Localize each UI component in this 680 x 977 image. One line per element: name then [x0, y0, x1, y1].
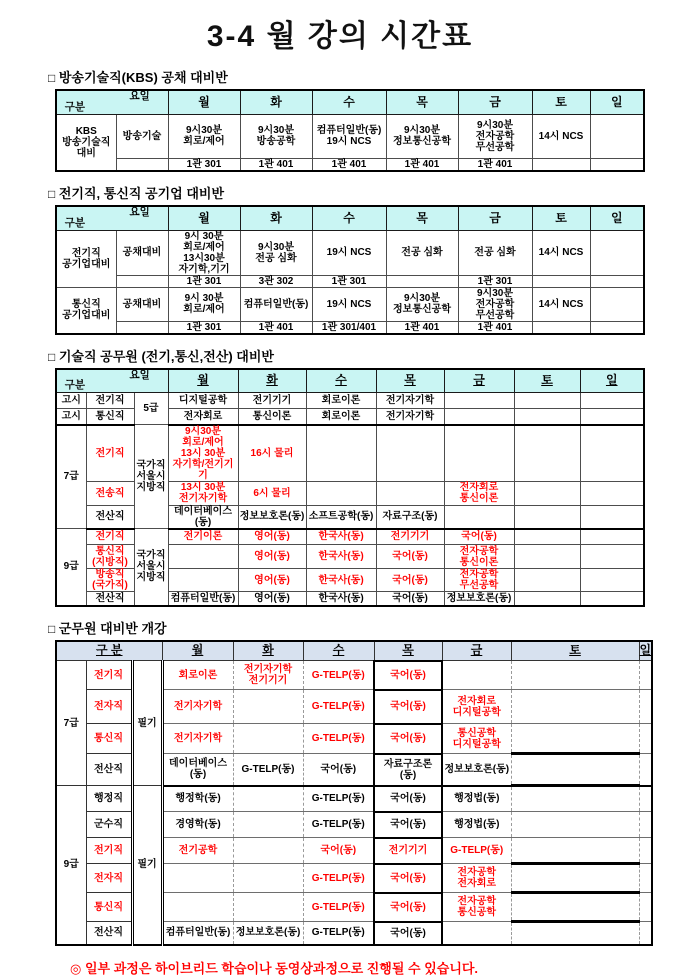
row-label: 고시	[56, 409, 86, 425]
schedule-cell: 국어(동)	[374, 724, 442, 754]
schedule-cell: 컴퓨터일반(동)	[162, 922, 233, 945]
schedule-cell: 9시30분 전공 심화	[240, 230, 312, 275]
schedule-cell	[511, 893, 639, 922]
row-label: 전송직	[86, 481, 134, 505]
room-cell: 1관 401	[458, 158, 532, 171]
row-label: 전자직	[86, 690, 132, 724]
schedule-cell	[511, 786, 639, 812]
room-cell	[590, 158, 644, 171]
day-header: 목	[386, 90, 458, 114]
schedule-cell: 전자회로 디지털공학	[442, 690, 511, 724]
schedule-cell: 전자공학 통신공학	[442, 893, 511, 922]
section-heading-text: 군무원 대비반 개강	[58, 620, 167, 636]
schedule-cell	[580, 529, 644, 545]
schedule-cell: 국어(동)	[374, 922, 442, 945]
schedule-cell: 한국사(동)	[306, 545, 376, 569]
schedule-cell: 13시 30분 전기자기학	[168, 481, 238, 505]
schedule-cell: 14시 NCS	[532, 114, 590, 158]
schedule-cell	[639, 690, 652, 724]
table-row	[56, 158, 644, 171]
section-heading-text: 방송기술직(KBS) 공채 대비반	[58, 70, 228, 85]
schedule-cell: 컴퓨터일반(동)	[168, 592, 238, 606]
schedule-cell: 9시30분 회로/제어	[168, 114, 240, 158]
room-cell	[532, 275, 590, 287]
day-header: 수	[312, 206, 386, 230]
schedule-cell: G-TELP(동)	[303, 661, 374, 690]
schedule-cell: G-TELP(동)	[303, 724, 374, 754]
row-label: 전산직	[86, 505, 134, 529]
schedule-cell	[639, 838, 652, 864]
table-row	[56, 529, 644, 545]
day-header: 월	[162, 641, 233, 661]
row-label: 국가직 서울시 지방직	[134, 425, 168, 529]
day-header: 일	[590, 90, 644, 114]
schedule-cell: 국어(동)	[374, 661, 442, 690]
schedule-cell	[514, 481, 580, 505]
schedule-cell: 한국사(동)	[306, 529, 376, 545]
schedule-cell	[444, 505, 514, 529]
schedule-cell: 전기자기학	[162, 724, 233, 754]
room-cell: 1관 401	[386, 321, 458, 334]
row-label: 국가직 서울시 지방직	[134, 529, 168, 606]
schedule-cell	[511, 864, 639, 893]
schedule-cell: 국어(동)	[376, 592, 444, 606]
kbs-timetable	[55, 89, 645, 172]
day-header: 일	[590, 206, 644, 230]
schedule-cell	[376, 425, 444, 482]
schedule-cell	[511, 690, 639, 724]
row-label	[116, 275, 168, 287]
schedule-cell: 9시30분 전자공학 무선공학	[458, 287, 532, 321]
schedule-cell	[590, 230, 644, 275]
corner-day-label: 요일	[129, 368, 150, 381]
schedule-cell: 정보보호론(동)	[442, 754, 511, 786]
square-bullet-icon: □	[48, 187, 56, 201]
day-header: 화	[240, 90, 312, 114]
schedule-cell: 전기공학	[162, 838, 233, 864]
schedule-cell: 9시30분 전자공학 무선공학	[458, 114, 532, 158]
schedule-cell: G-TELP(동)	[303, 690, 374, 724]
table-row	[56, 321, 644, 334]
day-header: 수	[312, 90, 386, 114]
square-bullet-icon: □	[48, 349, 56, 364]
schedule-cell	[590, 114, 644, 158]
schedule-cell: 국어(동)	[374, 786, 442, 812]
schedule-cell: 경영학(동)	[162, 812, 233, 838]
section-heading-civil-service	[48, 346, 680, 365]
room-cell	[590, 321, 644, 334]
row-label: 통신직 (지방직)	[86, 545, 134, 569]
schedule-cell: 전기자기학	[376, 409, 444, 425]
schedule-cell: 국어(동)	[303, 838, 374, 864]
schedule-cell: 행정법(동)	[442, 812, 511, 838]
schedule-cell: 통신이론	[238, 409, 306, 425]
row-label: 전기직 공기업대비	[56, 230, 116, 287]
day-header: 금	[442, 641, 511, 661]
schedule-cell	[580, 592, 644, 606]
schedule-cell: 전공 심화	[386, 230, 458, 275]
section-kbs	[48, 67, 680, 172]
schedule-cell: 9시30분 방송공학	[240, 114, 312, 158]
table-row	[56, 393, 644, 409]
row-label: 전산직	[86, 922, 132, 945]
schedule-cell: 디지털공학	[168, 393, 238, 409]
row-label: 전기직	[86, 661, 132, 690]
room-cell: 1관 301/401	[312, 321, 386, 334]
day-header: 토	[511, 641, 639, 661]
corner-day-label: 요일	[129, 90, 150, 102]
day-header: 화	[238, 369, 306, 393]
schedule-cell	[514, 529, 580, 545]
schedule-cell: 회로이론	[306, 409, 376, 425]
schedule-cell	[376, 481, 444, 505]
schedule-cell: 전기자기학	[376, 393, 444, 409]
day-header: 토	[514, 369, 580, 393]
schedule-cell: 행정법(동)	[442, 786, 511, 812]
schedule-cell	[514, 409, 580, 425]
room-cell: 1관 301	[312, 275, 386, 287]
schedule-cell: 전자공학 통신이론	[444, 545, 514, 569]
schedule-cell: 16시 물리	[238, 425, 306, 482]
schedule-cell: 자료구조(동)	[376, 505, 444, 529]
schedule-cell: 19시 NCS	[312, 287, 386, 321]
schedule-cell: 9시30분 정보통신공학	[386, 287, 458, 321]
schedule-cell: 통신공학 디지털공학	[442, 724, 511, 754]
day-header: 월	[168, 369, 238, 393]
circle-bullet-icon: ◎	[70, 960, 82, 976]
schedule-cell	[444, 393, 514, 409]
schedule-cell: 데이터베이스(동)	[162, 754, 233, 786]
schedule-cell	[580, 569, 644, 592]
schedule-cell: 전기기기	[374, 838, 442, 864]
corner-day-label: 요일	[129, 206, 150, 218]
row-label: 방송기술	[116, 114, 168, 158]
schedule-cell: 정보보호론(동)	[238, 505, 306, 529]
schedule-cell: 회로이론	[306, 393, 376, 409]
room-cell: 1관 301	[168, 275, 240, 287]
row-label: 통신직	[86, 893, 132, 922]
schedule-cell	[511, 812, 639, 838]
schedule-cell: 6시 물리	[238, 481, 306, 505]
room-cell: 1관 301	[168, 158, 240, 171]
day-header: 토	[532, 90, 590, 114]
schedule-cell	[580, 393, 644, 409]
schedule-cell: 9시 30분 회로/제어	[168, 287, 240, 321]
schedule-cell: 국어(동)	[376, 569, 444, 592]
row-label: 전기직	[86, 425, 134, 482]
row-label: 9급	[56, 786, 86, 945]
schedule-cell	[511, 838, 639, 864]
schedule-cell	[639, 812, 652, 838]
section-civil-service	[48, 346, 680, 607]
room-cell	[386, 275, 458, 287]
schedule-cell: 영어(동)	[238, 545, 306, 569]
day-header: 금	[458, 90, 532, 114]
row-label: 행정직	[86, 786, 132, 812]
schedule-cell	[580, 425, 644, 482]
day-header: 월	[168, 206, 240, 230]
schedule-cell: 컴퓨터일반(동)	[240, 287, 312, 321]
row-label: KBS 방송기술직 대비	[56, 114, 116, 171]
table-row	[56, 661, 652, 690]
row-label: 전기직	[86, 838, 132, 864]
schedule-cell: 9시30분 정보통신공학	[386, 114, 458, 158]
schedule-cell: G-TELP(동)	[303, 893, 374, 922]
room-cell	[532, 321, 590, 334]
schedule-cell	[639, 754, 652, 786]
schedule-cell: G-TELP(동)	[303, 812, 374, 838]
schedule-cell	[580, 545, 644, 569]
schedule-cell	[233, 838, 303, 864]
day-header: 일	[580, 369, 644, 393]
row-label: 필기	[132, 661, 162, 786]
square-bullet-icon: □	[48, 621, 56, 636]
schedule-cell: 전자회로	[168, 409, 238, 425]
table-row	[56, 230, 644, 275]
schedule-cell: G-TELP(동)	[233, 754, 303, 786]
schedule-cell	[639, 724, 652, 754]
schedule-cell	[511, 661, 639, 690]
schedule-cell: 국어(동)	[374, 893, 442, 922]
corner-header	[56, 369, 168, 393]
schedule-cell: 전자공학 전자회로	[442, 864, 511, 893]
schedule-cell	[580, 481, 644, 505]
schedule-cell: G-TELP(동)	[303, 922, 374, 945]
room-cell: 1관 301	[168, 321, 240, 334]
schedule-cell: G-TELP(동)	[442, 838, 511, 864]
schedule-cell: 국어(동)	[303, 754, 374, 786]
schedule-cell	[168, 545, 238, 569]
row-label: 통신직	[86, 409, 134, 425]
footnote	[70, 958, 680, 977]
row-label: 전자직	[86, 864, 132, 893]
row-label: 7급	[56, 661, 86, 786]
schedule-cell	[233, 812, 303, 838]
schedule-cell	[168, 569, 238, 592]
footnote-text: 일부 과정은 하이브리드 학습이나 동영상과정으로 진행될 수 있습니다.	[84, 960, 479, 976]
row-label: 공채대비	[116, 230, 168, 275]
schedule-cell	[514, 569, 580, 592]
page-title: 3-4 월 강의 시간표	[206, 20, 474, 53]
row-label: 공채대비	[116, 287, 168, 321]
room-cell: 1관 401	[458, 321, 532, 334]
row-label: 전산직	[86, 592, 134, 606]
schedule-cell	[233, 724, 303, 754]
row-label: 5급	[134, 393, 168, 425]
schedule-cell	[514, 505, 580, 529]
schedule-cell: 전기자기학	[162, 690, 233, 724]
table-row	[56, 275, 644, 287]
room-cell: 3관 302	[240, 275, 312, 287]
table-row	[56, 287, 644, 321]
schedule-cell: 국어(동)	[376, 545, 444, 569]
schedule-cell: 행정학(동)	[162, 786, 233, 812]
schedule-cell	[306, 481, 376, 505]
section-military	[48, 618, 680, 946]
schedule-cell	[514, 545, 580, 569]
schedule-cell: 컴퓨터일반(동) 19시 NCS	[312, 114, 386, 158]
civil-service-timetable	[55, 368, 645, 607]
corner-header: 구 분	[56, 641, 162, 661]
schedule-cell: G-TELP(동)	[303, 786, 374, 812]
schedule-cell	[511, 922, 639, 945]
schedule-cell	[162, 893, 233, 922]
schedule-cell: 영어(동)	[238, 569, 306, 592]
schedule-cell: 전공 심화	[458, 230, 532, 275]
room-cell	[590, 275, 644, 287]
room-cell: 1관 401	[312, 158, 386, 171]
room-cell: 1관 401	[240, 321, 312, 334]
row-label: 7급	[56, 425, 86, 529]
schedule-cell: 회로이론	[162, 661, 233, 690]
schedule-cell	[444, 409, 514, 425]
day-header: 수	[306, 369, 376, 393]
schedule-cell: 소프트공학(동)	[306, 505, 376, 529]
schedule-cell: 전기기기	[238, 393, 306, 409]
row-label: 전기직	[86, 393, 134, 409]
corner-category-label: 구분	[64, 100, 86, 113]
row-label: 전기직	[86, 529, 134, 545]
row-label: 방송직 (국가직)	[86, 569, 134, 592]
row-label	[116, 321, 168, 334]
schedule-cell: G-TELP(동)	[303, 864, 374, 893]
schedule-cell	[514, 425, 580, 482]
schedule-cell: 국어(동)	[374, 690, 442, 724]
row-label: 9급	[56, 529, 86, 606]
table-row	[56, 425, 644, 482]
section-heading-kbs	[48, 67, 680, 86]
day-header: 목	[374, 641, 442, 661]
schedule-cell	[514, 393, 580, 409]
corner-header	[56, 206, 168, 230]
day-header: 화	[233, 641, 303, 661]
schedule-cell: 전자공학 무선공학	[444, 569, 514, 592]
corner-header	[56, 90, 168, 114]
schedule-cell	[233, 893, 303, 922]
day-header-clipped: 일	[639, 641, 652, 661]
day-header: 월	[168, 90, 240, 114]
schedule-cell	[511, 724, 639, 754]
schedule-cell: 14시 NCS	[532, 230, 590, 275]
row-label: 통신직	[86, 724, 132, 754]
section-heading-military	[48, 618, 680, 637]
schedule-cell	[639, 922, 652, 945]
room-cell: 1관 401	[240, 158, 312, 171]
day-header: 화	[240, 206, 312, 230]
schedule-cell	[639, 864, 652, 893]
schedule-cell: 자료구조론(동)	[374, 754, 442, 786]
row-label	[116, 158, 168, 171]
schedule-cell: 영어(동)	[238, 592, 306, 606]
schedule-cell	[511, 754, 639, 786]
day-header: 금	[444, 369, 514, 393]
schedule-cell: 영어(동)	[238, 529, 306, 545]
schedule-cell: 국어(동)	[374, 812, 442, 838]
corner-category-label: 구분	[64, 379, 86, 392]
schedule-cell	[639, 661, 652, 690]
schedule-cell: 9시30분 회로/제어 13시 30분 자기학/전기기기	[168, 425, 238, 482]
section-public-corp	[48, 183, 680, 335]
row-label: 군수직	[86, 812, 132, 838]
schedule-cell: 데이터베이스(동)	[168, 505, 238, 529]
schedule-cell: 정보보호론(동)	[444, 592, 514, 606]
public-corp-timetable	[55, 205, 645, 335]
day-header: 금	[458, 206, 532, 230]
schedule-cell: 전기기기	[376, 529, 444, 545]
schedule-cell	[590, 287, 644, 321]
schedule-cell	[233, 690, 303, 724]
schedule-cell	[442, 661, 511, 690]
row-label: 고시	[56, 393, 86, 409]
schedule-cell: 전자회로 통신이론	[444, 481, 514, 505]
schedule-cell: 국어(동)	[374, 864, 442, 893]
schedule-cell	[580, 409, 644, 425]
day-header: 목	[376, 369, 444, 393]
schedule-cell	[639, 786, 652, 812]
schedule-cell	[306, 425, 376, 482]
row-label: 전산직	[86, 754, 132, 786]
schedule-cell	[444, 425, 514, 482]
schedule-cell	[162, 864, 233, 893]
row-label: 통신직 공기업대비	[56, 287, 116, 334]
table-row	[56, 114, 644, 158]
schedule-cell	[580, 505, 644, 529]
military-timetable	[55, 640, 653, 946]
room-cell: 1관 301	[458, 275, 532, 287]
schedule-cell: 정보보호론(동)	[233, 922, 303, 945]
corner-category-label: 구분	[64, 216, 86, 229]
schedule-cell: 9시 30분 회로/제어 13시30분 자기학,기기	[168, 230, 240, 275]
schedule-cell	[514, 592, 580, 606]
section-heading-public-corp	[48, 183, 680, 202]
day-header: 목	[386, 206, 458, 230]
schedule-cell: 전기자기학 전기기기	[233, 661, 303, 690]
schedule-cell	[233, 864, 303, 893]
row-label: 필기	[132, 786, 162, 945]
schedule-cell: 한국사(동)	[306, 569, 376, 592]
schedule-cell: 국어(동)	[444, 529, 514, 545]
schedule-cell: 14시 NCS	[532, 287, 590, 321]
day-header: 토	[532, 206, 590, 230]
table-row	[56, 786, 652, 812]
section-heading-text: 전기직, 통신직 공기업 대비반	[58, 186, 225, 201]
day-header: 수	[303, 641, 374, 661]
schedule-cell: 한국사(동)	[306, 592, 376, 606]
room-cell	[532, 158, 590, 171]
section-heading-text: 기술직 공무원 (전기,통신,전산) 대비반	[58, 348, 274, 364]
schedule-cell	[233, 786, 303, 812]
schedule-cell: 19시 NCS	[312, 230, 386, 275]
square-bullet-icon: □	[48, 71, 56, 85]
schedule-cell: 전기이론	[168, 529, 238, 545]
room-cell: 1관 401	[386, 158, 458, 171]
schedule-cell	[442, 922, 511, 945]
schedule-cell	[639, 893, 652, 922]
